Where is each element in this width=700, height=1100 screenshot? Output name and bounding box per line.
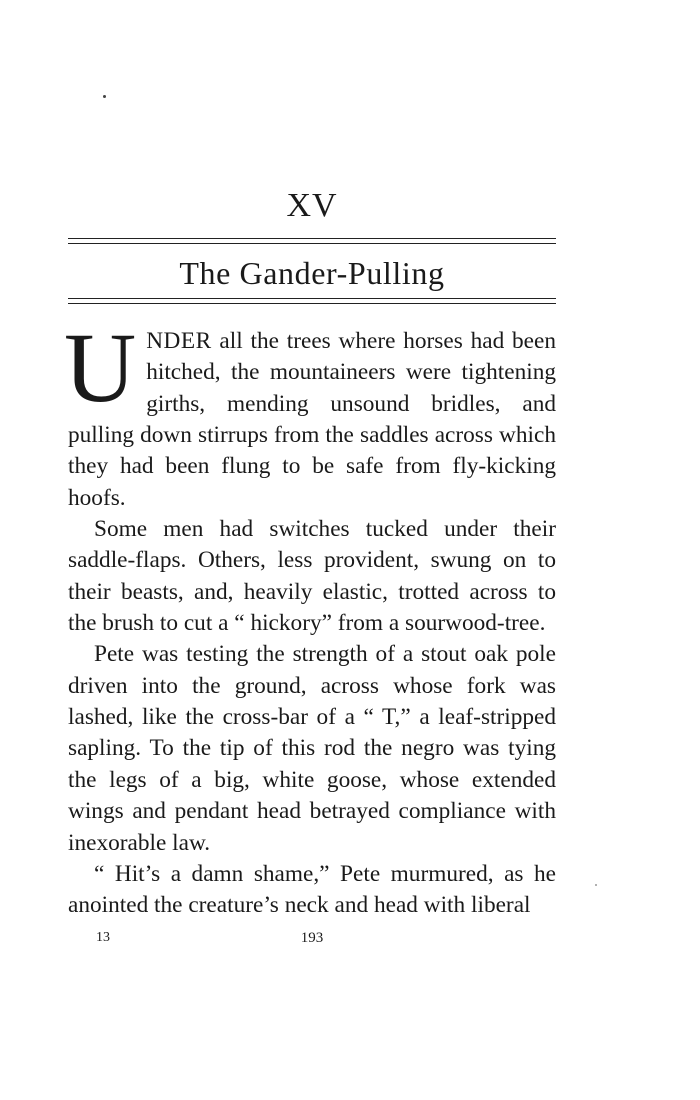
paragraph: Pete was testing the strength of a stout oak pole driven into the ground, across whose fork was lashed, like the cross-bar of a “ T,” a leaf-stripped sapling. To the tip of this rod the negro was tying the legs of a big, white goose, whose extended wings and pendant head betrayed compliance with inexorable law. — [68, 641, 556, 856]
ink-speck — [595, 884, 597, 886]
signature-mark: 13 — [96, 930, 110, 945]
ink-speck — [103, 95, 106, 98]
page-number: 193 — [300, 930, 324, 946]
top-double-rule — [68, 238, 556, 244]
chapter-title: The Gander-Pulling — [179, 255, 445, 291]
drop-cap: U — [64, 312, 137, 423]
first-word-rest: NDER — [146, 328, 212, 354]
chapter-body — [64, 312, 556, 922]
bottom-double-rule — [68, 298, 556, 304]
paragraph — [64, 312, 556, 514]
chapter-number: XV — [286, 187, 338, 224]
paragraph: Some men had switches tucked under their saddle-flaps. Others, less provident, swung on to their beasts, and, heavily elastic, trotted across to the brush to cut a “ hickory” from a sourwood-tree. — [68, 516, 556, 637]
paragraph-text: all the trees where horses had been hitched, the mountaineers were tightening girths, mending unsound bridles, and pulling down stirrups from the saddles across which they had been flung to be safe from fly-kicking hoofs. — [68, 328, 556, 511]
paragraph: “ Hit’s a damn shame,” Pete murmured, as he anointed the creature’s neck and head with liberal — [68, 860, 556, 919]
